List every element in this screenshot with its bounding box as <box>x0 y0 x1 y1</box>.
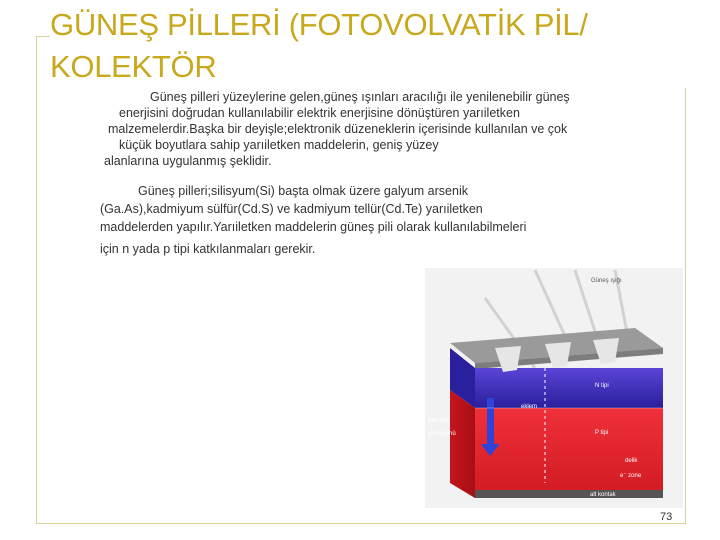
paragraph-line: Güneş pilleri yüzeylerine gelen,güneş ışınları aracılığı ile yenilenebilir güneş <box>150 90 570 104</box>
electron-flow-label: yan ileri <box>428 418 449 424</box>
p-type-label: P tipi <box>595 430 609 436</box>
sunlight-label: Güneş ışığı <box>591 278 622 284</box>
paragraph-line: maddelerden yapılır.Yarıiletken maddelerin güneş pili olarak kullanılabilmeleri <box>100 220 527 234</box>
paragraph-definition <box>104 89 664 169</box>
bottom-electrode <box>475 490 663 498</box>
junction-label: eklem <box>521 404 538 410</box>
paragraph-line: enerjisini doğrudan kullanılabilir elektrik enerjisine dönüştüren yarıiletken <box>119 106 520 120</box>
title-area <box>50 4 690 88</box>
paragraph-line: küçük boyutlara sahip yarıiletken maddelerin, geniş yüzey <box>119 138 439 152</box>
page-number: 73 <box>660 511 673 523</box>
paragraph-line: için n yada p tipi katkılanmaları gerekir. <box>100 242 316 256</box>
paragraph-line: Güneş pilleri;silisyum(Si) başta olmak üzere galyum arsenik <box>138 184 468 198</box>
n-type-label: N tipi <box>595 383 609 389</box>
paragraph-line: malzemelerdir.Başka bir deyişle;elektronik düzeneklerin içerisinde kullanılan ve çok <box>108 122 568 136</box>
paragraph-materials <box>100 182 620 258</box>
e-zone-label: e⁻ zone <box>620 473 642 479</box>
current-flow-label: akım yönü <box>428 431 456 437</box>
bottom-electrode-label: alt kontak <box>590 492 616 498</box>
solar-cell-diagram <box>425 268 683 508</box>
paragraph-line: (Ga.As),kadmiyum sülfür(Cd.S) ve kadmiyum tellür(Cd.Te) yarıiletken <box>100 202 483 216</box>
current-arrow-shaft <box>487 398 494 446</box>
hole-label: delik <box>625 458 638 464</box>
paragraph-line: alanlarına uygulanmış şeklidir. <box>104 154 272 168</box>
solar-cell-illustration <box>425 268 683 508</box>
slide-title: GÜNEŞ PİLLERİ (FOTOVOLVATİK PİL/ KOLEKTÖR <box>50 7 588 84</box>
p-type-layer <box>475 408 663 498</box>
